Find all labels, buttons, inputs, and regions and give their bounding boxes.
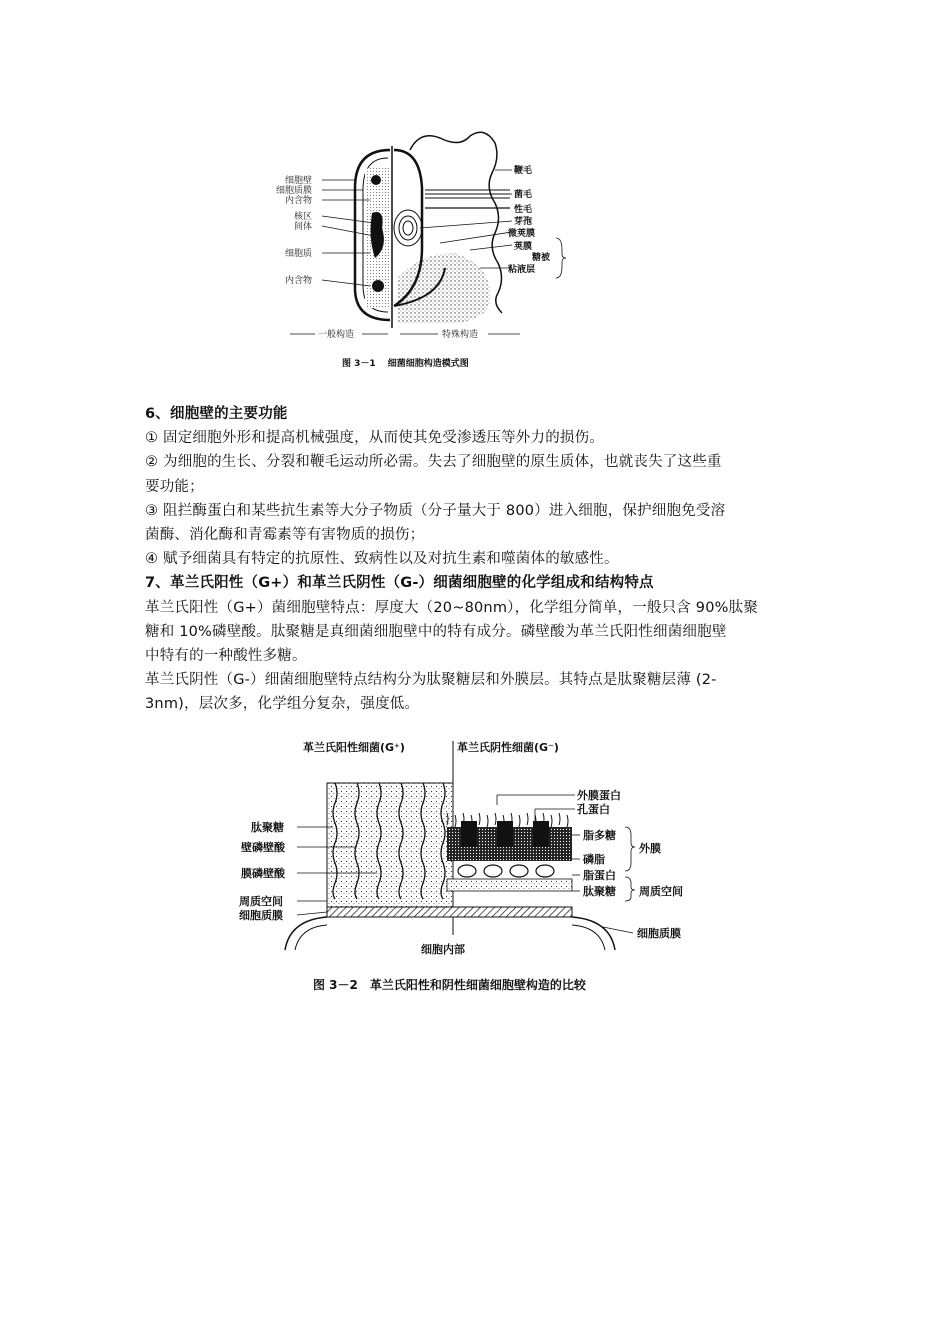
label-porin: 孔蛋白 [577, 803, 610, 816]
label-nuclear-region: 核区 [294, 212, 313, 222]
label-membrane-teichoic-acid: 膜磷壁酸 [241, 867, 285, 880]
label-outer-membrane-protein: 外膜蛋白 [577, 789, 621, 802]
section6-item: 菌酶、消化酶和青霉素等有害物质的损伤； [145, 527, 425, 544]
label-peptidoglycan-right: 肽聚糖 [583, 885, 616, 898]
section6-item: ④ 赋予细菌具有特定的抗原性、致病性以及对抗生素和噬菌体的敏感性。 [145, 551, 619, 568]
label-cell-wall: 细胞壁 [285, 176, 313, 186]
label-lipoprotein: 脂蛋白 [583, 869, 616, 882]
body-text [145, 402, 805, 717]
label-general-structure: 一般构造 [318, 330, 355, 340]
label-lipopolysaccharide: 脂多糖 [583, 829, 616, 842]
bacterial-cell-structure-figure [270, 128, 570, 373]
label-cytoplasm: 细胞质 [285, 249, 313, 259]
label-glycocalyx: 糖被 [532, 253, 551, 263]
label-spore: 芽孢 [514, 217, 533, 227]
section7-line: 3nm)，层次多，化学组分复杂，强度低。 [145, 696, 420, 713]
label-pili: 菌毛 [514, 190, 533, 200]
section7-heading: 7、革兰氏阳性（G+）和革兰氏阴性（G-）细菌细胞壁的化学组成和结构特点 [145, 575, 654, 592]
label-periplasm-left: 周质空间 [239, 895, 283, 908]
label-cell-interior: 细胞内部 [421, 943, 465, 956]
section6-item: ② 为细胞的生长、分裂和鞭毛运动所必需。失去了细胞壁的原生质体，也就丧失了这些重 [145, 454, 722, 471]
label-phospholipid: 磷脂 [583, 853, 605, 866]
label-outer-membrane-group: 外膜 [639, 842, 661, 855]
figure1-caption: 图 3－1 细菌细胞构造模式图 [342, 359, 469, 369]
section6-item: ③ 阻拦酶蛋白和某些抗生素等大分子物质（分子量大于 800）进入细胞，保护细胞免受溶 [145, 502, 726, 519]
gram-wall-diagram [235, 735, 725, 1000]
section6-item: ① 固定细胞外形和提高机械强度，从而使其免受渗透压等外力的损伤。 [145, 430, 605, 447]
section6-item: 要功能； [145, 478, 204, 495]
label-microcapsule: 微荚膜 [508, 229, 536, 239]
bacterial-cell-diagram [270, 128, 570, 373]
label-wall-teichoic-acid: 壁磷壁酸 [241, 841, 285, 854]
section7-line: 糖和 10%磷壁酸。肽聚糖是真细菌细胞壁中的特有成分。磷壁酸为革兰氏阳性细菌细胞壁 [145, 623, 727, 640]
label-flagellum: 鞭毛 [514, 166, 533, 176]
gram-positive-title: 革兰氏阳性细菌(G⁺) [303, 741, 405, 754]
label-peptidoglycan-left: 肽聚糖 [251, 821, 284, 834]
label-slime-layer: 粘液层 [508, 265, 536, 275]
label-mesosome: 间体 [294, 222, 313, 232]
gram-negative-title: 革兰氏阴性细菌(G⁻) [457, 741, 559, 754]
label-cytoplasmic-membrane-left: 细胞质膜 [239, 909, 283, 922]
label-capsule: 荚膜 [514, 242, 533, 252]
label-inclusion: 内含物 [285, 196, 313, 206]
figure2-caption: 图 3－2 革兰氏阳性和阴性细菌细胞壁构造的比较 [313, 978, 586, 992]
label-sex-pili: 性毛 [514, 205, 533, 215]
section7-line: 革兰氏阳性（G+）菌细胞壁特点：厚度大（20~80nm），化学组分简单，一般只含 90%肽聚 [145, 599, 759, 616]
section6-heading: 6、细胞壁的主要功能 [145, 406, 288, 422]
label-special-structure: 特殊构造 [442, 330, 479, 340]
label-inclusion-2: 内含物 [285, 276, 313, 286]
gram-wall-comparison-figure [235, 735, 725, 1000]
section7-line: 中特有的一种酸性多糖。 [145, 648, 307, 665]
label-periplasm-group: 周质空间 [639, 885, 683, 898]
label-cytoplasmic-membrane-right: 细胞质膜 [637, 927, 681, 940]
section7-line: 革兰氏阴性（G-）细菌细胞壁特点结构分为肽聚糖层和外膜层。其特点是肽聚糖层薄 (2- [145, 672, 717, 689]
label-cytoplasmic-membrane: 细胞质膜 [276, 186, 313, 196]
